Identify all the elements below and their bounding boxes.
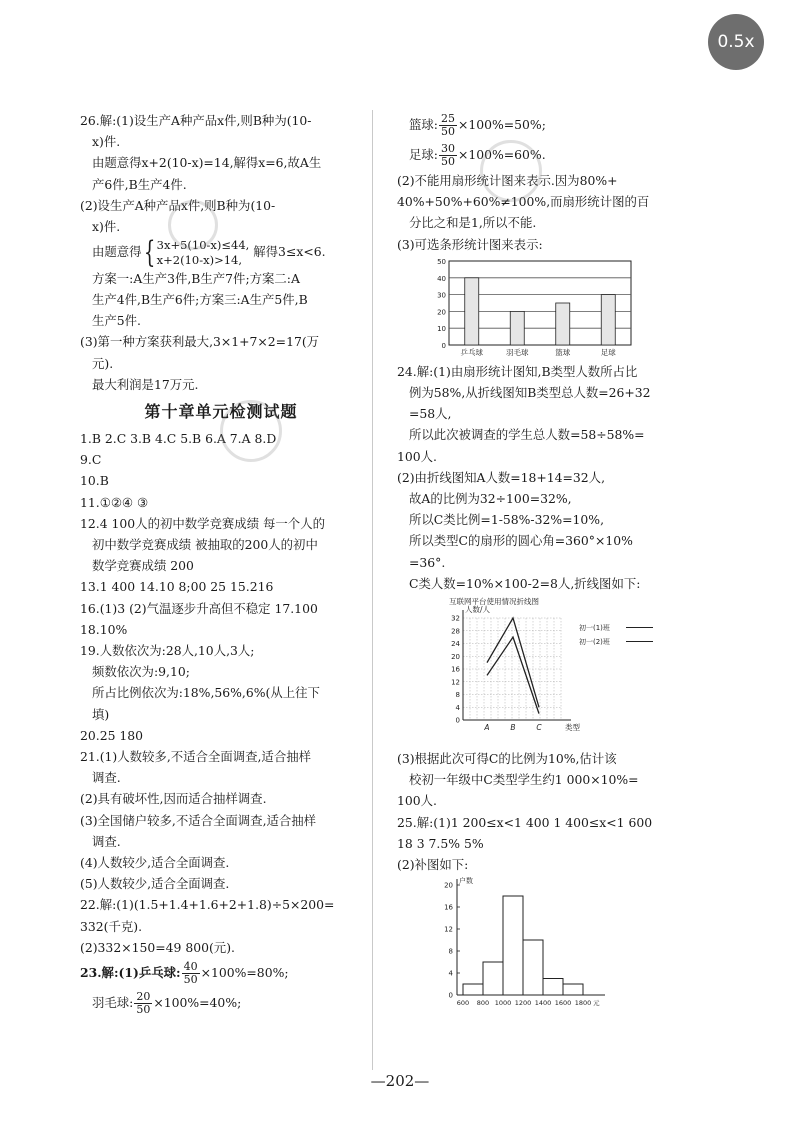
text-line: 26.解:(1)设生产A种产品x件,则B种为(10- <box>80 113 312 128</box>
denominator: 50 <box>440 125 455 138</box>
text-line: 分比之和是1,所以不能. <box>409 215 537 231</box>
x-tick-label: 1000 <box>494 999 512 1008</box>
text-line: 18.10% <box>80 621 128 637</box>
bar <box>510 311 524 345</box>
answers-block <box>80 428 362 958</box>
q25-block <box>397 748 659 875</box>
text-line: 调查. <box>92 770 121 786</box>
text-line: 19.人数依次为:28人,10人,3人; <box>80 642 255 658</box>
text-line: (2)具有破坏性,因而适合抽样调查. <box>80 791 267 807</box>
text-line: 10.B <box>80 473 109 489</box>
y-tick-label: 40 <box>437 274 446 283</box>
numerator: 40 <box>183 960 198 974</box>
text-line: C类人数=10%×100-2=8人,折线图如下: <box>409 575 641 591</box>
y-tick-label: 4 <box>455 703 460 712</box>
text-line: 332(千克). <box>80 918 143 934</box>
text-line: (4)人数较少,适合全面调查. <box>80 855 230 870</box>
denominator: 50 <box>136 1003 151 1017</box>
text-line: x)件. <box>92 134 121 150</box>
y-axis-label: 人数/人 <box>465 605 491 615</box>
x-tick-label: 篮球 <box>555 347 571 357</box>
page-number: —202— <box>370 1072 430 1090</box>
q23-prefix: 23.解:(1)乒乓球: <box>80 965 181 981</box>
text-line: 25.解:(1)1 200≤x<1 400 1 400≤x<1 600 <box>397 814 653 830</box>
fraction-suffix: ×100%=50%; <box>457 117 546 132</box>
x-tick-label: 1800 <box>574 999 592 1008</box>
fraction-suffix: ×100%=40%; <box>153 995 242 1011</box>
q26-block <box>80 110 362 237</box>
fraction-line <box>397 110 659 140</box>
text-line: 100人. <box>397 793 437 809</box>
x-tick-label: 800 <box>476 999 490 1008</box>
y-tick-label: 0 <box>441 341 446 350</box>
y-tick-label: 12 <box>451 678 460 687</box>
q26-system <box>80 234 362 270</box>
y-tick-label: 16 <box>451 665 460 674</box>
y-tick-label: 0 <box>448 991 453 1000</box>
y-axis-label: 户数 <box>459 877 473 886</box>
numerator: 20 <box>136 990 151 1004</box>
x-tick-label: 乒乓球 <box>460 347 483 357</box>
text-line: 20.25 180 <box>80 727 144 743</box>
section-title: 第十章单元检测试题 <box>144 401 298 421</box>
histogram-bar <box>463 984 483 995</box>
text-line: 元). <box>92 355 114 371</box>
text-line: (2)由折线图知A人数=18+14=32人, <box>397 469 606 485</box>
y-tick-label: 10 <box>437 325 446 334</box>
text-line: 16.(1)3 (2)气温逐步升高但不稳定 17.100 <box>80 600 318 616</box>
fraction <box>134 991 152 1016</box>
numerator: 25 <box>440 112 455 125</box>
text-line: (3)可选条形统计图来表示: <box>397 236 543 252</box>
text-line: 最大利润是17万元. <box>92 376 199 392</box>
system-rows <box>157 238 250 268</box>
text-line: (3)全国储户较多,不适合全面调查,适合抽样 <box>80 812 317 828</box>
y-tick-label: 32 <box>451 614 460 623</box>
y-tick-label: 4 <box>448 969 453 978</box>
fraction-suffix: ×100%=80%; <box>200 965 289 981</box>
text-line: (2)补图如下: <box>397 857 469 873</box>
x-tick-label: 1600 <box>554 999 572 1008</box>
text-line: 22.解:(1)(1.5+1.4+1.6+2+1.8)÷5×200= <box>80 897 335 913</box>
bar <box>556 303 570 345</box>
y-tick-label: 20 <box>437 308 446 317</box>
text-line: 调查. <box>92 833 121 849</box>
histogram-bar <box>543 979 563 996</box>
bar-chart <box>425 257 635 361</box>
text-line: 21.(1)人数较多,不适合全面调查,适合抽样 <box>80 748 311 764</box>
x-tick-label: C <box>536 723 542 733</box>
text-line: 1.B 2.C 3.B 4.C 5.B 6.A 7.A 8.D <box>80 430 277 446</box>
text-line: 初中数学竞赛成绩 被抽取的200人的初中 <box>92 536 318 552</box>
histogram-bar <box>523 940 543 995</box>
text-line: 数学竞赛成绩 200 <box>92 558 194 574</box>
legend-label: 初一(1)班 <box>579 624 610 633</box>
text-line: 生产5件. <box>92 313 141 329</box>
text-line: =36°. <box>409 554 446 570</box>
x-tick-label: 足球 <box>600 347 616 357</box>
system-row-2: x+2(10-x)>14, <box>156 252 242 267</box>
q23-continued <box>397 110 659 170</box>
text-line: 由题意得x+2(10-x)=14,解得x=6,故A生 <box>92 155 322 171</box>
y-tick-label: 20 <box>444 881 453 890</box>
text-line: 方案一:A生产3件,B生产7件;方案二:A <box>92 270 300 286</box>
y-tick-label: 12 <box>444 925 453 934</box>
text-line: (2)332×150=49 800(元). <box>80 939 235 955</box>
text-line: 9.C <box>80 452 102 468</box>
text-line: (2)设生产A种产品x件,则B种为(10- <box>80 197 276 213</box>
fraction-line <box>397 140 659 170</box>
right-column <box>397 110 659 1015</box>
text-line: 40%+50%+60%≠100%,而扇形统计图的百 <box>397 194 650 210</box>
brace-icon: { <box>143 234 155 270</box>
text-line: 所占比例依次为:18%,56%,6%(从上往下 <box>92 685 320 701</box>
x-tick-label: 羽毛球 <box>506 347 529 357</box>
fraction <box>439 113 457 138</box>
column-divider <box>372 110 373 1070</box>
q23-line-2 <box>80 988 362 1018</box>
x-tick-label: B <box>510 723 516 733</box>
text-line: 例为58%,从折线图知B类型总人数=26+32 <box>409 385 651 401</box>
x-tick-label: A <box>484 723 490 733</box>
y-tick-label: 28 <box>451 627 460 636</box>
text-line: =58人, <box>409 406 452 422</box>
q23-line-1 <box>80 958 362 988</box>
x-tick-label: 1200 <box>514 999 532 1008</box>
histogram-bar <box>483 962 503 995</box>
text-line: (3)根据此次可得C的比例为10%,估计该 <box>397 751 617 767</box>
bar <box>465 278 479 345</box>
histogram-bar <box>503 896 523 995</box>
left-column <box>80 110 362 1018</box>
q24-block <box>397 361 659 594</box>
text-line: 所以C类比例=1-58%-32%=10%, <box>409 512 605 528</box>
text-line: 11.①②④ ③ <box>80 494 149 510</box>
q26-plans <box>80 268 362 395</box>
denominator: 50 <box>440 155 455 168</box>
histogram-chart <box>431 875 621 1015</box>
text-line: 所以此次被调查的学生总人数=58÷58%= <box>409 427 645 443</box>
text-line: 18 3 7.5% 5% <box>397 835 484 851</box>
legend-label: 初一(2)班 <box>579 638 610 647</box>
x-axis-label: 元 <box>593 999 600 1008</box>
y-tick-label: 24 <box>451 640 460 649</box>
zoom-level-button[interactable]: 0.5x <box>708 14 764 70</box>
text-line: 24.解:(1)由扇形统计图知,B类型人数所占比 <box>397 363 638 379</box>
text-line: 13.1 400 14.10 8;00 25 15.216 <box>80 579 274 595</box>
x-axis-label: 类型 <box>565 723 580 733</box>
y-tick-label: 16 <box>444 903 453 912</box>
text-line: (3)第一种方案获利最大,3×1+7×2=17(万 <box>80 334 320 350</box>
y-tick-label: 30 <box>437 291 446 300</box>
histogram-bar <box>563 984 583 995</box>
y-tick-label: 50 <box>437 257 446 266</box>
system-suffix: 解得3≤x<6. <box>253 244 326 260</box>
y-tick-label: 8 <box>455 691 460 700</box>
text-line: 所以类型C的扇形的圆心角=360°×10% <box>409 533 633 549</box>
text-line: 100人. <box>397 448 437 464</box>
chart-title: 互联网平台使用情况折线图 <box>449 597 539 607</box>
fraction <box>439 143 457 168</box>
fraction-suffix: ×100%=60%. <box>457 147 546 162</box>
line-chart <box>401 596 661 748</box>
numerator: 30 <box>440 142 455 155</box>
y-tick-label: 20 <box>451 652 460 661</box>
y-tick-label: 0 <box>455 716 460 725</box>
series-line <box>487 618 539 707</box>
text-line: 填) <box>92 706 110 722</box>
system-prefix: 由题意得 <box>92 244 142 260</box>
denominator: 50 <box>183 973 198 987</box>
system-row-1: 3x+5(10-x)≤44, <box>156 237 250 252</box>
text-line: (2)不能用扇形统计图来表示.因为80%+ <box>397 173 618 188</box>
text-line: 产6件,B生产4件. <box>92 176 187 192</box>
text-line: 生产4件,B生产6件;方案三:A生产5件,B <box>92 291 308 307</box>
fraction <box>182 961 200 986</box>
text-line: 校初一年级中C类型学生约1 000×10%= <box>409 772 639 788</box>
text-line: 频数依次为:9,10; <box>92 664 190 680</box>
text-line: x)件. <box>92 219 121 235</box>
text-line: (5)人数较少,适合全面调查. <box>80 876 230 892</box>
q23-label: 羽毛球: <box>92 995 134 1011</box>
fraction-label: 篮球: <box>409 117 438 132</box>
text-line: 故A的比例为32÷100=32%, <box>409 491 572 507</box>
bar <box>601 294 615 344</box>
x-tick-label: 1400 <box>534 999 552 1008</box>
y-tick-label: 8 <box>448 947 453 956</box>
x-tick-label: 600 <box>456 999 470 1008</box>
fraction-label: 足球: <box>409 147 438 162</box>
text-line: 12.4 100人的初中数学竞赛成绩 每一个人的 <box>80 515 325 531</box>
q23-part2 <box>397 170 659 255</box>
